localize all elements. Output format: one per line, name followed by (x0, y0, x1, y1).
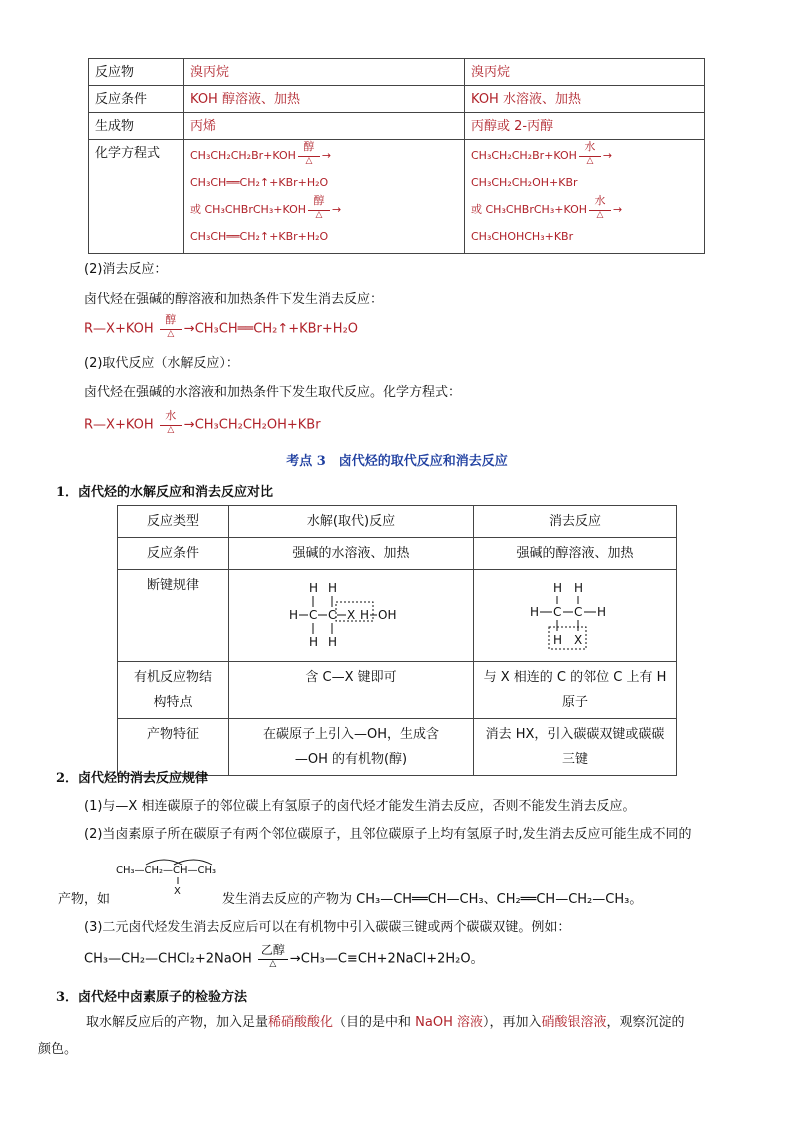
butane-structure-diagram (116, 855, 236, 897)
detection-paragraph: 取水解反应后的产物，加入足量稀硝酸酸化（目的是中和 NaOH 溶液），再加入硝酸银溶液，观察沉淀的 颜色。 (38, 1015, 685, 1057)
svg-text:H: H (597, 604, 607, 619)
eq-right-line3: 或 CH₃CHBrCH₃+KOH (471, 203, 587, 216)
kaodian-heading: 考点 3 卤代烃的取代反应和消去反应 (286, 454, 508, 469)
cell-bond-label: 断键规律 (118, 570, 229, 662)
eq-right-line1: CH₃CH₂CH₂Br+KOH (471, 149, 577, 162)
elim-desc: 卤代烃在强碱的醇溶液和加热条件下发生消去反应： (84, 292, 384, 307)
elimination-structure-diagram (520, 576, 630, 656)
svg-text:C: C (553, 604, 562, 619)
eq-left-line2: CH₃CH══CH₂↑+KBr+H₂O (190, 176, 329, 189)
cell-header-label: 反应物 (89, 59, 184, 86)
rule-1: (1)与—X 相连碳原子的邻位碳上有氢原子的卤代烃才能发生消去反应，否则不能发生消去反应。 (84, 799, 636, 814)
reaction-arrow-icon: 醇 △ (306, 197, 332, 223)
sub-desc: 卤代烃在强碱的水溶液和加热条件下发生取代反应。化学方程式： (84, 385, 462, 400)
svg-text:H: H (530, 604, 540, 619)
cell-type-label: 反应类型 (118, 506, 229, 538)
cell-cond-left: KOH 醇溶液、加热 (184, 86, 465, 113)
cell-eq-right: CH₃CH₂CH₂Br+KOH 水 △ → CH₃CH₂CH₂OH+KBr 或 CH₃CHBrCH₃+KOH 水 △ → CH₃CHOHCH₃+KBr (465, 140, 705, 254)
eq-left-line4: CH₃CH══CH₂↑+KBr+H₂O (190, 230, 329, 243)
sub-equation: R—X+KOH 水 △ →CH₃CH₂CH₂OH+KBr (84, 412, 321, 438)
reaction-arrow-icon: 水 △ (577, 143, 603, 169)
sub-title: (2)取代反应（水解反应）： (84, 356, 239, 371)
svg-text:X: X (574, 632, 583, 647)
cell-product-hydrolysis: 在碳原子上引入—OH，生成含 —OH 的有机物(醇) (229, 719, 474, 776)
cell-cond-elimination: 强碱的醇溶液、加热 (474, 538, 677, 570)
reaction-arrow-icon: 醇 △ (158, 316, 184, 342)
cell-struct-hydrolysis: 含 C—X 键即可 (229, 662, 474, 719)
svg-text:H: H (289, 607, 299, 622)
cell-cond-label: 反应条件 (89, 86, 184, 113)
eq-right-line4: CH₃CHOHCH₃+KBr (471, 230, 574, 243)
rule-3: (3)二元卤代烃发生消去反应后可以在有机物中引入碳碳三键或两个碳碳双键。例如： (84, 920, 571, 935)
svg-text:H: H (309, 580, 319, 595)
svg-text:H: H (574, 580, 584, 595)
reaction-arrow-icon: 水 △ (587, 197, 613, 223)
cell-eq-label: 化学方程式 (89, 140, 184, 254)
cell-type-hydrolysis: 水解(取代)反应 (229, 506, 474, 538)
cell-reactant-left: 溴丙烷 (184, 59, 465, 86)
hydrolysis-elimination-table (117, 505, 677, 776)
elim-equation: R—X+KOH 醇 △ →CH₃CH══CH₂↑+KBr+H₂O (84, 316, 358, 342)
svg-text:OH: OH (378, 607, 397, 622)
butane-structure (116, 855, 236, 897)
rule-2-c: 发生消去反应的产物为 CH₃—CH══CH—CH₃、CH₂══CH—CH₂—CH₃。 (222, 892, 643, 907)
heading-1: 1．卤代烃的水解反应和消去反应对比 (56, 485, 274, 500)
cell-product-elimination: 消去 HX，引入碳碳双键或碳碳 三键 (474, 719, 677, 776)
heading-3: 3．卤代烃中卤素原子的检验方法 (56, 990, 248, 1005)
cell-eq-left: CH₃CH₂CH₂Br+KOH 醇 △ → CH₃CH══CH₂↑+KBr+H₂O 或 CH₃CHBrCH₃+KOH 醇 △ → CH₃CH══CH₂↑+KBr+H₂O (184, 140, 465, 254)
cell-prod-left: 丙烯 (184, 113, 465, 140)
rule-2: (2)当卤素原子所在碳原子有两个邻位碳原子，且邻位碳原子上均有氢原子时,发生消去反应可能生成不同的 (84, 827, 692, 842)
cell-prod-label: 生成物 (89, 113, 184, 140)
cell-cond-label: 反应条件 (118, 538, 229, 570)
rule-2-b: 产物，如 (58, 892, 111, 907)
reaction-arrow-icon: 乙醇 △ (256, 946, 290, 972)
cell-cond-right: KOH 水溶液、加热 (465, 86, 705, 113)
cell-prod-right: 丙醇或 2-丙醇 (465, 113, 705, 140)
svg-text:X: X (174, 886, 181, 897)
cell-product-label: 产物特征 (118, 719, 229, 776)
cell-struct-elimination: 与 X 相连的 C 的邻位 C 上有 H 原子 (474, 662, 677, 719)
cell-struct-label: 有机反应物结 构特点 (118, 662, 229, 719)
cell-bond-elimination (474, 570, 677, 662)
svg-text:H: H (309, 634, 319, 649)
svg-text:C: C (309, 607, 318, 622)
heading-2: 2．卤代烃的消去反应规律 (56, 771, 209, 786)
svg-text:H: H (360, 607, 370, 622)
svg-text:C: C (574, 604, 583, 619)
eq-left-line3: 或 CH₃CHBrCH₃+KOH (190, 203, 306, 216)
eq-left-line1: CH₃CH₂CH₂Br+KOH (190, 149, 296, 162)
svg-text:X: X (347, 607, 356, 622)
svg-text:CH₃—CH₂—CH—CH₃: CH₃—CH₂—CH—CH₃ (116, 865, 217, 876)
svg-text:H: H (553, 632, 563, 647)
svg-text:C: C (328, 607, 337, 622)
eq-right-line2: CH₃CH₂CH₂OH+KBr (471, 176, 578, 189)
svg-text:H: H (553, 580, 563, 595)
cell-reactant-right: 溴丙烷 (465, 59, 705, 86)
reaction-arrow-icon: 醇 △ (296, 143, 322, 169)
hydrolysis-structure-diagram (286, 576, 416, 656)
reaction-comparison-table (88, 58, 705, 254)
svg-text:H: H (328, 580, 338, 595)
reaction-arrow-icon: 水 △ (158, 412, 184, 438)
cell-cond-hydrolysis: 强碱的水溶液、加热 (229, 538, 474, 570)
elim-title: (2)消去反应： (84, 262, 168, 277)
rule-3-equation: CH₃—CH₂—CHCl₂+2NaOH 乙醇 △ →CH₃—C≡CH+2NaCl+2H₂O。 (84, 946, 484, 972)
cell-type-elimination: 消去反应 (474, 506, 677, 538)
svg-text:H: H (328, 634, 338, 649)
cell-bond-hydrolysis (229, 570, 474, 662)
